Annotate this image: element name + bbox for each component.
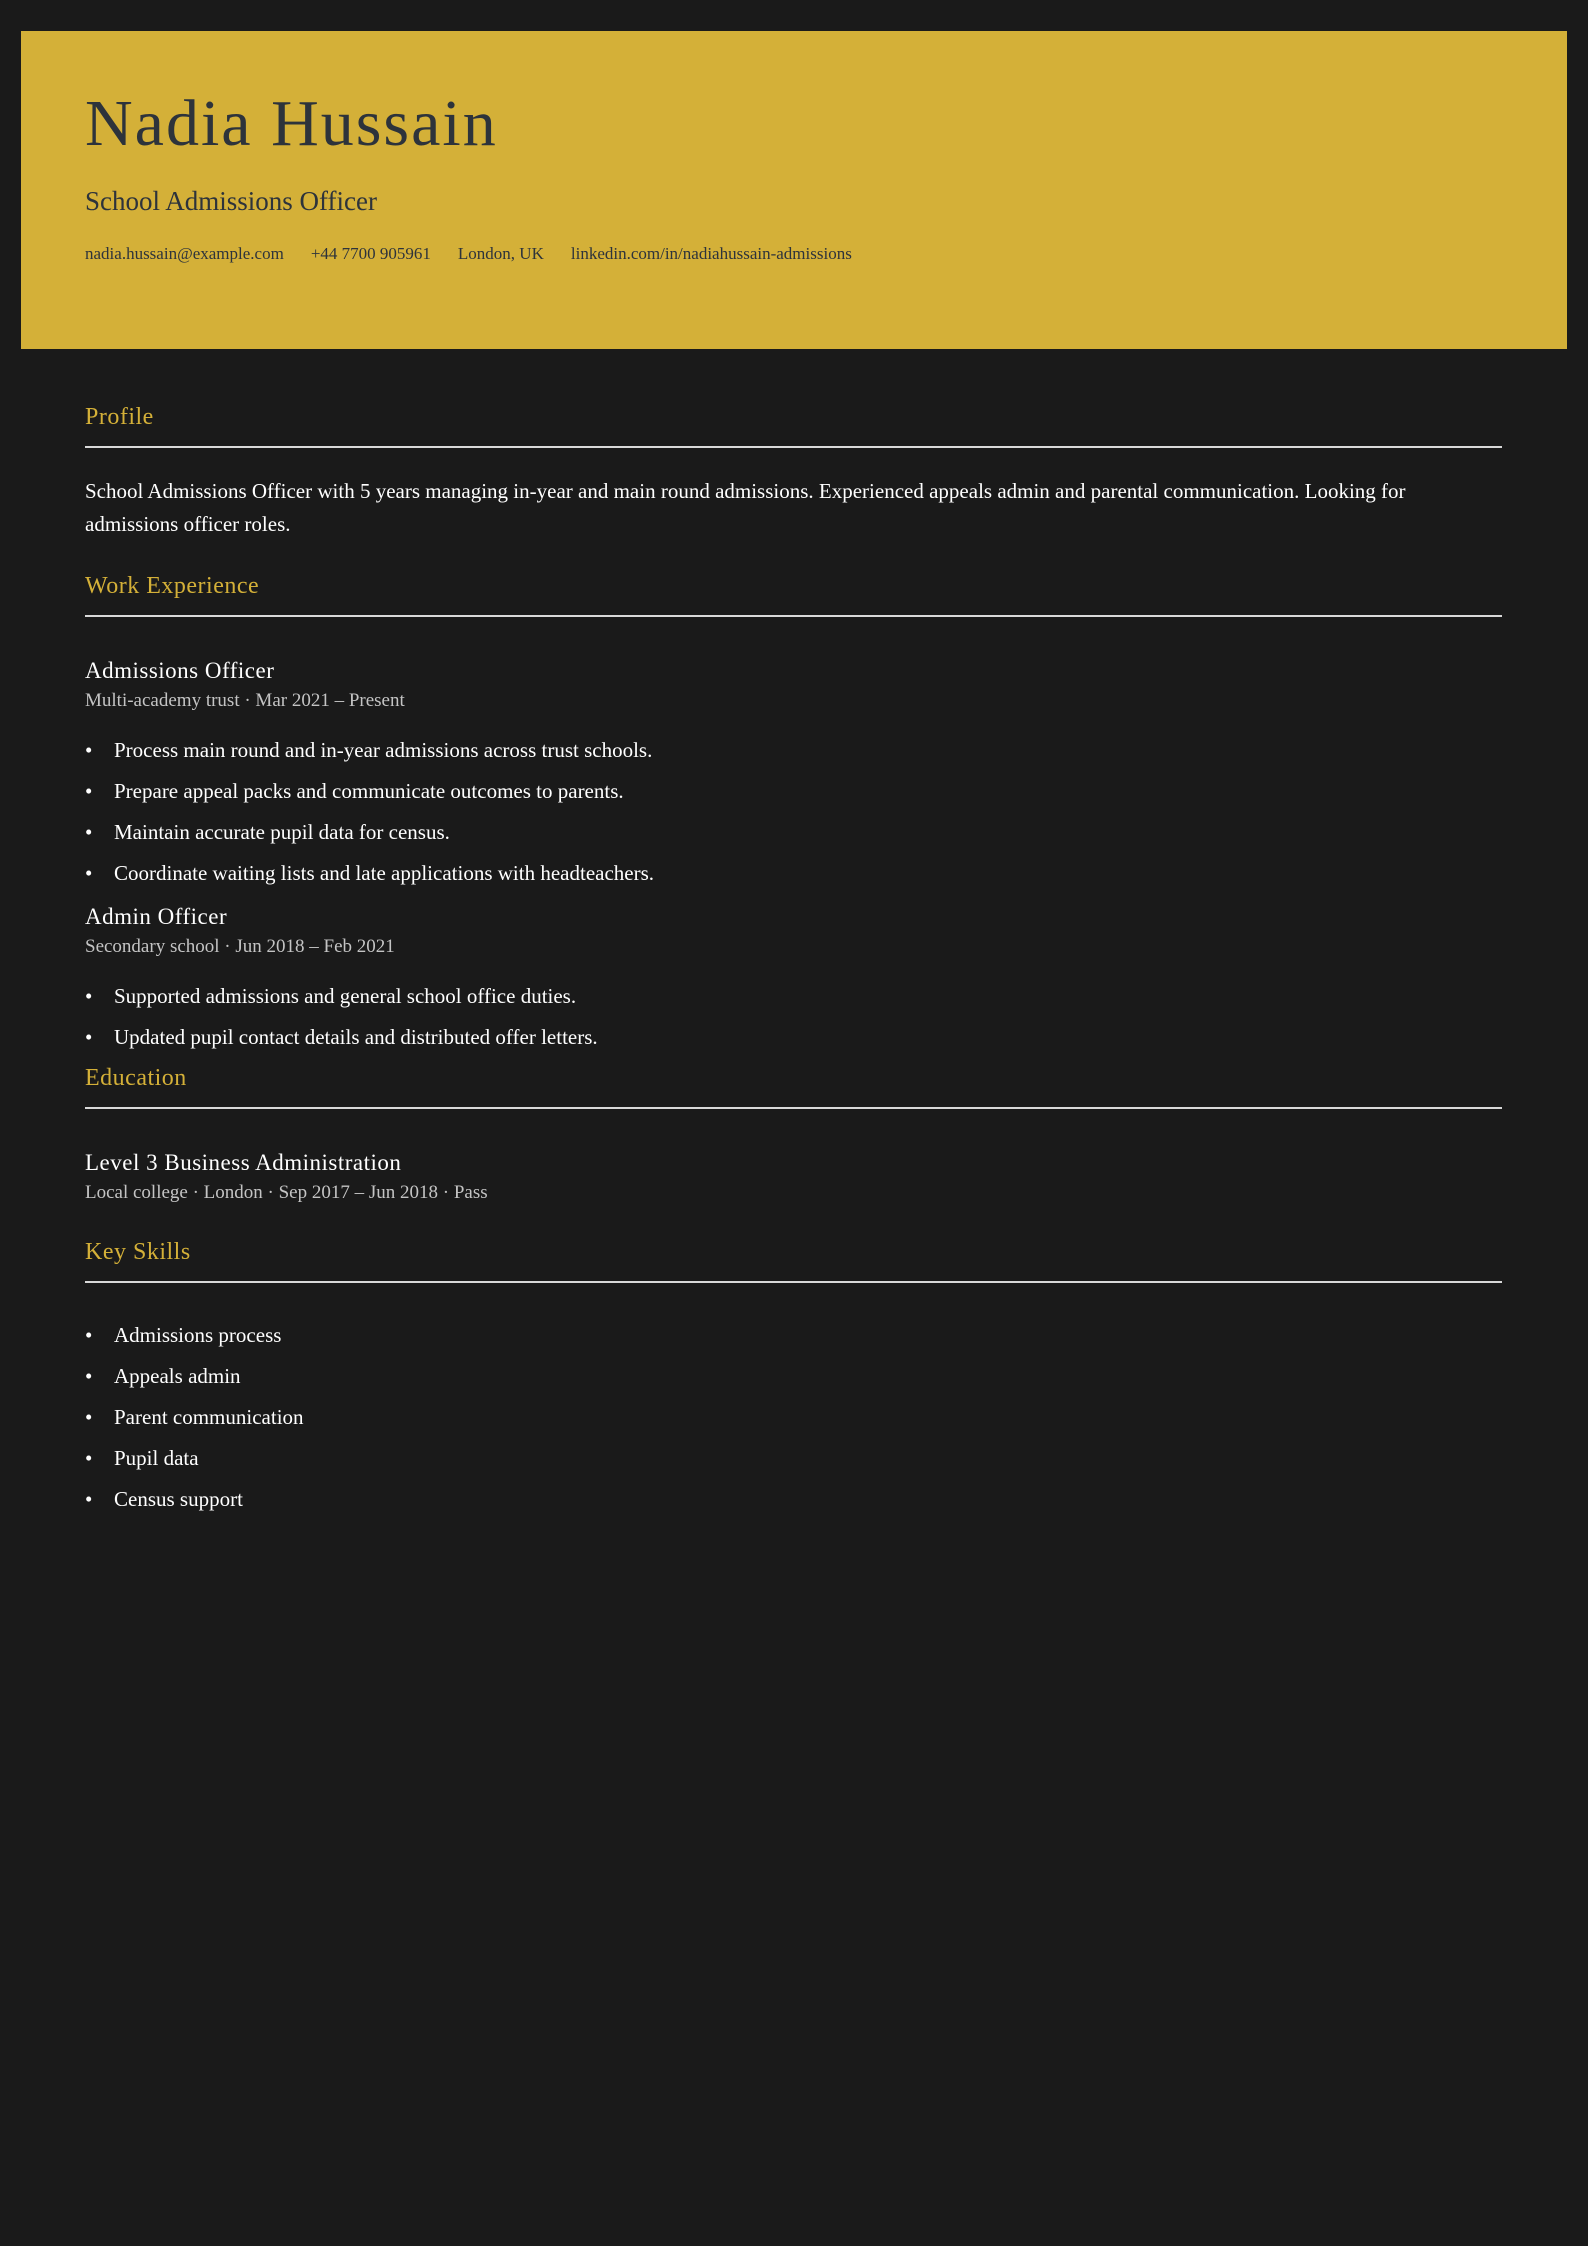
- job-entry-title: Admin Officer: [85, 903, 228, 929]
- skill-item: • Pupil data: [85, 1446, 1502, 1470]
- skill-item: • Census support: [85, 1487, 1502, 1511]
- contact-email[interactable]: nadia.hussain@example.com: [85, 244, 284, 264]
- resume-body: [85, 405, 1502, 1528]
- skills-section: [85, 1240, 1502, 1511]
- job-entry: [85, 905, 1502, 1049]
- section-heading-education: Education: [85, 1066, 1502, 1109]
- skills-list: [85, 1323, 1502, 1511]
- experience-section: [85, 574, 1502, 1049]
- job-bullets: [85, 984, 1502, 1049]
- contact-phone[interactable]: +44 7700 905961: [310, 244, 431, 264]
- contact-location: London, UK: [457, 244, 544, 264]
- job-entry-meta: Multi-academy trust · Mar 2021 – Present: [85, 690, 405, 711]
- skill-item: • Parent communication: [85, 1405, 1502, 1429]
- contact-linkedin[interactable]: linkedin.com/in/nadiahussain-admissions: [570, 244, 852, 264]
- education-entry: [85, 1151, 1502, 1205]
- profile-section: [85, 405, 1502, 541]
- section-heading-skills: Key Skills: [85, 1240, 1502, 1283]
- job-bullet: • Coordinate waiting lists and late applications with headteachers.: [85, 861, 1502, 885]
- job-bullet: • Maintain accurate pupil data for census.: [85, 820, 1502, 844]
- job-bullet: • Process main round and in-year admissions across trust schools.: [85, 738, 1502, 762]
- job-bullets: [85, 738, 1502, 885]
- job-title: School Admissions Officer: [85, 186, 377, 216]
- skill-item: • Appeals admin: [85, 1364, 1502, 1388]
- education-section: [85, 1066, 1502, 1205]
- job-entry: [85, 659, 1502, 885]
- job-entry-meta: Secondary school · Jun 2018 – Feb 2021: [85, 935, 395, 957]
- section-heading-profile: Profile: [85, 405, 1502, 448]
- header-banner: [21, 31, 1567, 349]
- education-entry-meta: Local college · London · Sep 2017 – Jun 2018 · Pass: [85, 1181, 488, 1203]
- contact-bar: [85, 244, 1567, 264]
- profile-text: School Admissions Officer with 5 years managing in-year and main round admissions. Experienced appeals admin and parental communication. Looking for admissions officer roles.: [85, 479, 1406, 536]
- job-bullet: • Prepare appeal packs and communicate outcomes to parents.: [85, 779, 1502, 803]
- job-entry-title: Admissions Officer: [85, 658, 275, 683]
- section-heading-experience: Work Experience: [85, 574, 1502, 617]
- skill-item: • Admissions process: [85, 1323, 1502, 1347]
- candidate-name: Nadia Hussain: [85, 87, 498, 160]
- job-bullet: • Supported admissions and general school office duties.: [85, 984, 1502, 1008]
- education-entry-title: Level 3 Business Administration: [85, 1149, 402, 1175]
- job-bullet: • Updated pupil contact details and distributed offer letters.: [85, 1025, 1502, 1049]
